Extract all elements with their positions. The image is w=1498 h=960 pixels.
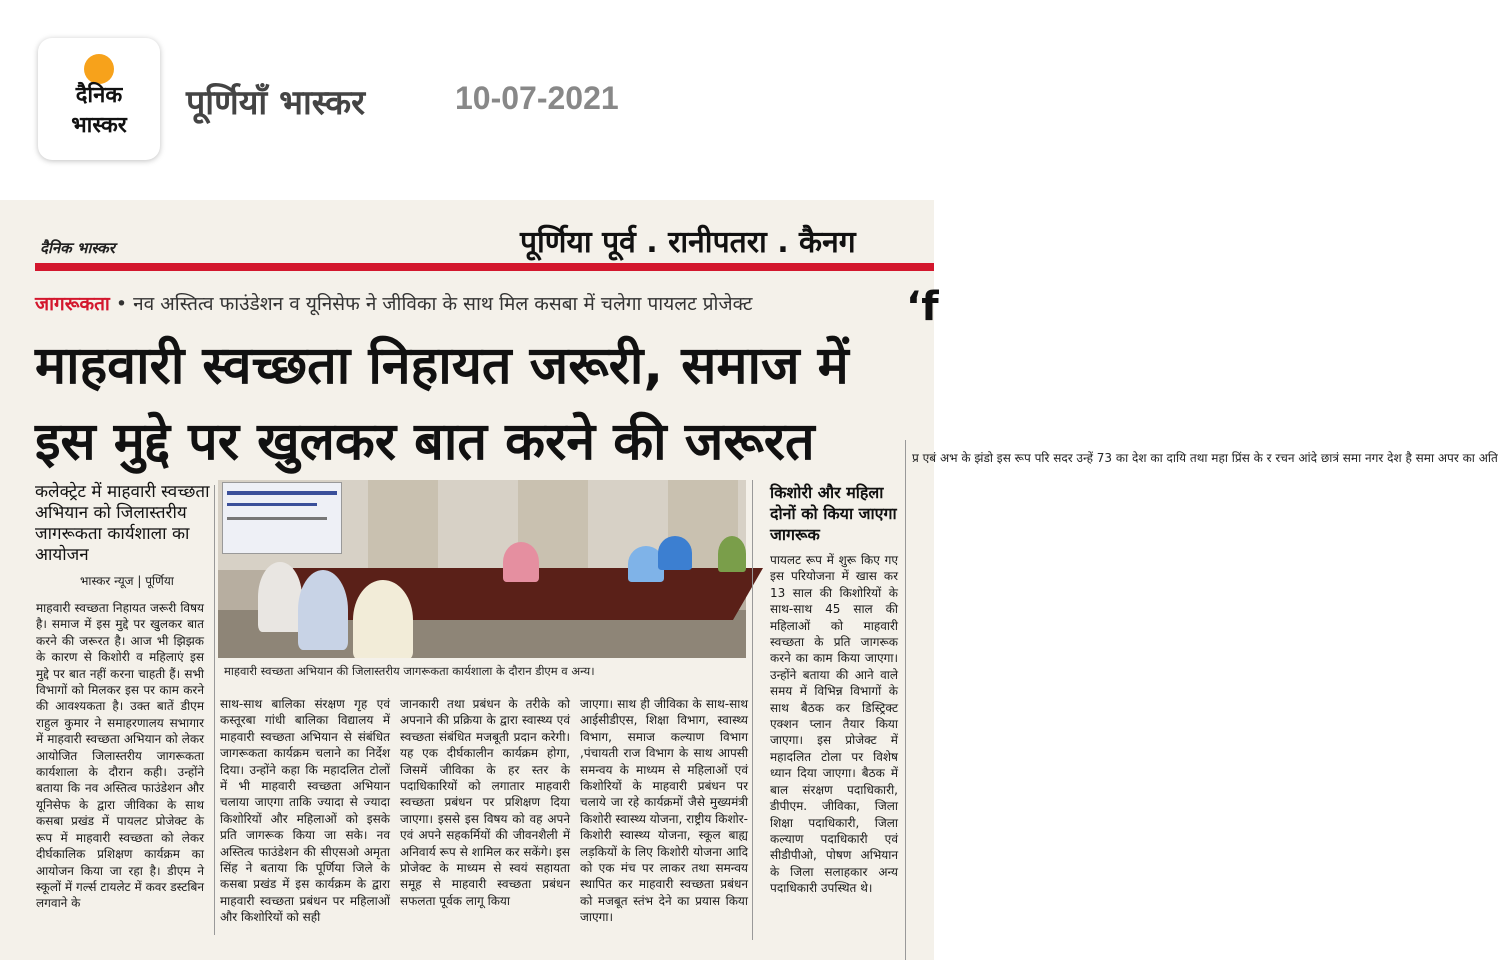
edition-title: पूर्णियाँ भास्कर: [186, 83, 366, 123]
article-column-3: जानकारी तथा प्रबंधन के तरीके को अपनाने की प्रक्रिया के द्वारा स्वास्थ्य एवं स्वच्छता संबंधित मजबूती प्रदान करेगी। यह एक दीर्घकालीन कार्यक्रम होगा, जिसमें जीविका के हर स्तर के पदाधिकारियों को लगातार माहवारी स्वच्छता प्रबंधन पर प्रशिक्षण दिया जाएगा। इससे इस विषय को वह अपने एवं अपने सहकर्मियों की जीवनशैली में अनिवार्य रूप से शामिल कर सकेंगे। इस प्रोजेक्ट के माध्यम से स्वयं सहायता समूह से माहवारी स्वच्छता प्रबंधन सफलता पूर्वक लागू किया: [400, 697, 570, 908]
projector-screen: [222, 482, 342, 554]
dainik-bhaskar-logo[interactable]: [38, 38, 160, 160]
attendee: [658, 536, 692, 570]
app-header: [0, 0, 934, 200]
column-rule: [905, 440, 906, 960]
screen-line: [227, 517, 327, 520]
attendee: [718, 536, 746, 572]
logo-line2: भास्कर: [71, 113, 127, 138]
sidebar-box-heading: किशोरी और महिला दोनों को किया जाएगा जागरूक: [770, 483, 897, 544]
event-photo: [218, 480, 746, 658]
byline: भास्कर न्यूज | पूर्णिया: [80, 574, 174, 588]
article-column-2: साथ-साथ बालिका संरक्षण गृह एवं कस्तूरबा गांधी बालिका विद्यालय में माहवारी स्वच्छता अभियान से संबंधित जागरूकता कार्यक्रम चलाने का निर्देश दिया। उन्होंने कहा कि महादलित टोलों में भी माहवारी स्वच्छता अभियान चलाया जाएगा ताकि ज्यादा से ज्यादा किशोरियों और महिलाओं को इसके प्रति जागरूक किया जा सके। नव अस्तित्व फाउंडेशन की सीएसओ अमृता सिंह ने बताया कि पूर्णिया जिले के कसबा प्रखंड में इस कार्यक्रम के द्वारा माहवारी स्वच्छता प्रबंधन पर महिलाओं और किशोरियों को सही: [220, 697, 390, 925]
column-rule: [752, 480, 753, 940]
photo-caption: माहवारी स्वच्छता अभियान की जिलास्तरीय जागरूकता कार्यशाला के दौरान डीएम व अन्य।: [218, 658, 746, 684]
article-column-1: माहवारी स्वच्छता निहायत जरूरी विषय है। समाज में इस मुद्दे पर खुलकर बात करने की जरूरत है। आज भी झिझक के कारण से किशोरी व महिलाएं इस मुद्दे पर बात नहीं करना चाहती हैं। सभी विभागों को मिलकर इस पर काम करने की आवश्यकता है। उक्त बातें डीएम राहुल कुमार ने समाहरणालय सभागार में माहवारी स्वच्छता अभियान को लेकर आयोजित जिलास्तरीय जागरूकता कार्यशाला के दौरान कही। उन्होंने बताया कि नव अस्तित्व फाउंडेशन और यूनिसेफ के द्वारा जीविका के साथ कसबा प्रखंड में पायलट प्रोजेक्ट के रूप में माहवारी स्वच्छता को लेकर दीर्घकालिक प्रशिक्षण कार्यक्रम का आयोजन किया जा रहा है। डीएम ने स्कूलों में गर्ल्स टायलेट में कवर डस्टबिन लगवाने के: [36, 601, 204, 911]
adjacent-column-fragment: प्र एबं अभ के झंडो इस रूप परि सदर उन्हें 73 का देश का दायि तथा महा प्रिंस के र रचन आंदे छात्रं समा नगर देश है समा अपर का अति: [912, 451, 1498, 465]
kicker-text: नव अस्तित्व फाउंडेशन व यूनिसेफ ने जीविका के साथ मिल कसबा में चलेगा पायलट प्रोजेक्ट: [133, 293, 753, 315]
edition-date: 10-07-2021: [455, 80, 619, 116]
screen-line: [227, 491, 337, 495]
masthead-locations: पूर्णिया पूर्व . रानीपतरा . कैनग: [520, 225, 856, 260]
attendee: [503, 542, 539, 582]
column-rule: [214, 485, 215, 935]
kicker-line: [35, 290, 753, 316]
sun-icon: [84, 54, 114, 84]
headline: माहवारी स्वच्छता निहायत जरूरी, समाज में इस मुद्दे पर खुलकर बात करने की जरूरत: [35, 336, 849, 472]
photo-curtain: [368, 480, 438, 572]
attendee: [258, 562, 302, 632]
kicker-tag: जागरूकता: [35, 293, 110, 315]
masthead-brand: दैनिक भास्कर: [40, 239, 115, 257]
attendee: [353, 580, 413, 660]
adjacent-article-fragment: ‘f: [906, 284, 939, 330]
attendee: [298, 570, 348, 650]
masthead-divider: [35, 263, 934, 271]
newspaper-clipping: [0, 200, 1498, 960]
kicker-bullet: •: [109, 293, 134, 315]
screen-line: [227, 503, 317, 506]
article-column-4: जाएगा। साथ ही जीविका के साथ-साथ आईसीडीएस, शिक्षा विभाग, स्वास्थ्य विभाग, समाज कल्याण विभाग ,पंचायती राज विभाग के साथ आपसी समन्वय के माध्यम से महिलाओं एवं किशोरियों के माहवारी प्रबंधन पर चलाये जा रहे कार्यक्रमों जैसे मुख्यमंत्री किशोरी स्वास्थ्य योजना, राष्ट्रीय किशोर-किशोरी स्वास्थ्य योजना, स्कूल बाह्य लड़कियों के लिए किशोरी योजना आदि को एक मंच पर लाकर तथा समन्वय स्थापित कर माहवारी स्वच्छता प्रबंधन को मजबूत स्तंभ देने का प्रयास किया जाएगा।: [580, 697, 748, 925]
subheadline: कलेक्ट्रेट में माहवारी स्वच्छता अभियान को जिलास्तरीय जागरूकता कार्यशाला का आयोजन: [35, 482, 210, 565]
sidebar-box-text: पायलट रूप में शुरू किए गए इस परियोजना में खास कर 13 साल की किशोरियों के साथ-साथ 45 साल की महिलाओं को माहवारी स्वच्छता के प्रति जागरूक करने का काम किया जाएगा। उन्होंने बताया की आने वाले समय में विभिन्न विभागों के साथ बैठक कर डिस्ट्रिक्ट एक्शन प्लान तैयार किया जाएगा। इस प्रोजेक्ट में महादलित टोला पर विशेष ध्यान दिया जाएगा। बैठक में बाल संरक्षण पदाधिकारी, डीपीएम. जीविका, जिला शिक्षा पदाधिकारी, जिला कल्याण पदाधिकारी एवं सीडीपीओ, पोषण अभियान के जिला सलाहकार अन्य पदाधिकारी उपस्थित थे।: [770, 553, 898, 896]
logo-line1: दैनिक: [75, 83, 123, 108]
